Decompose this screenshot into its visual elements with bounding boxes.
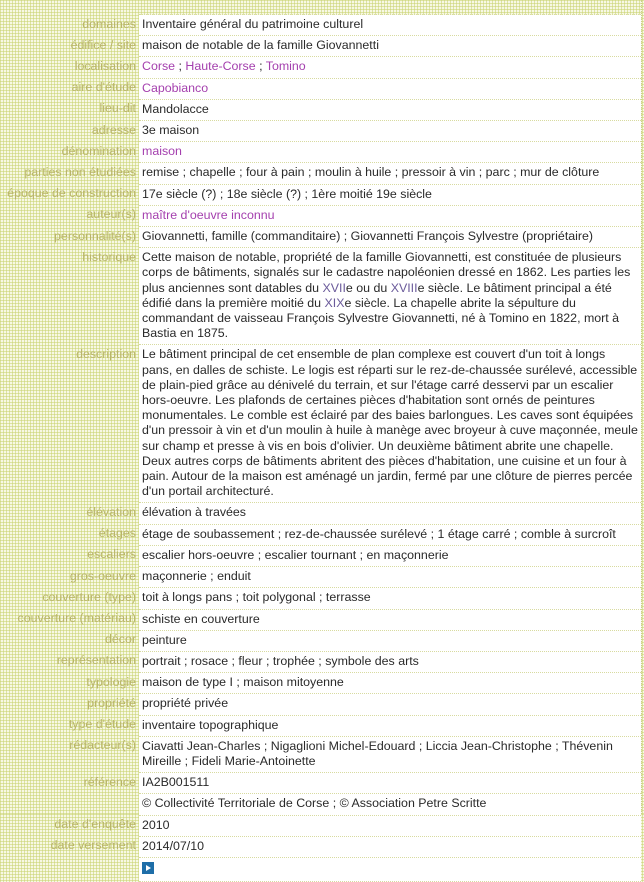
- label-couverture-type: couverture (type): [42, 589, 136, 604]
- label-date-versement: date versement: [50, 838, 136, 853]
- label-gros-oeuvre: gros-oeuvre: [69, 568, 136, 583]
- value-couverture-type: toit à longs pans ; toit polygonal ; terrasse: [139, 588, 641, 609]
- value-personnalites: Giovannetti, famille (commanditaire) ; Giovannetti François Sylvestre (propriétaire): [139, 227, 641, 248]
- label-decor: décor: [105, 632, 136, 647]
- historique-text: e siècle. Le bâtiment principal a été édifié dans la première moitié du: [142, 280, 612, 310]
- label-redacteurs: rédacteur(s): [69, 738, 136, 753]
- row-couverture-materiau: [0, 609, 641, 630]
- row-gros-oeuvre: [0, 567, 641, 588]
- row-next: [0, 857, 641, 881]
- row-lieu-dit: [0, 99, 641, 120]
- label-type-etude: type d'étude: [68, 717, 136, 732]
- label-propriete: propriété: [87, 695, 136, 710]
- value-elevation: élévation à travées: [139, 503, 641, 524]
- value-adresse: 3e maison: [139, 121, 641, 142]
- row-escaliers: [0, 545, 641, 566]
- row-reference: [0, 773, 641, 794]
- value-description: Le bâtiment principal de cet ensemble de plan complexe est couvert d'un toit à longs pans, en dalles de schiste. Le logis est réparti sur le rez-de-chaussée surélevé, accessible de plain-pied grâce au dénivelé du terrain, et sur l'étage carré desservi par un escalier hors-oeuvre. Les plafonds de certaines pièces d'habitation sont ornés de peintures monumentales. Le comble est éclairé par des baies barlongues. Les caves sont équipées d'un pressoir à vin et d'un moulin à huile à manège avec broyeur à cuve maçonnée, meule sur champ et presse à vis en bois d'olivier. Un deuxième bâtiment abrite une chapelle. Deux autres corps de bâtiments abritent des pièces d'habitation, une cuisine et un four à pain. Autour de la maison est aménagé un jardin, fermé par une clôture de pierres percée d'un portail architecturé.: [139, 345, 641, 503]
- value-copyright: © Collectivité Territoriale de Corse ; © Association Petre Scritte: [139, 794, 641, 815]
- row-couverture-type: [0, 588, 641, 609]
- century-abbr: XVIII: [390, 280, 418, 295]
- link-capobianco[interactable]: Capobianco: [142, 80, 209, 95]
- label-aire-etude: aire d'étude: [71, 80, 136, 95]
- value-date-enquete: 2010: [139, 815, 641, 836]
- record-table: [0, 14, 641, 882]
- label-denomination: dénomination: [61, 143, 136, 158]
- row-propriete: [0, 694, 641, 715]
- value-typologie: maison de type I ; maison mitoyenne: [139, 673, 641, 694]
- label-lieu-dit: lieu-dit: [99, 101, 136, 116]
- label-date-enquete: date d'enquête: [54, 817, 136, 832]
- link-auteur[interactable]: maître d'oeuvre inconnu: [142, 207, 275, 222]
- value-decor: peinture: [139, 630, 641, 651]
- value-edifice: maison de notable de la famille Giovannetti: [139, 36, 641, 57]
- row-localisation: [0, 57, 641, 78]
- label-reference: référence: [83, 774, 136, 789]
- row-personnalites: [0, 227, 641, 248]
- historique-text: e siècle. La chapelle abrite la sépulture du commandant de vaisseau François Sylvestre Giovannetti, né à Tomino en 1822, mort à Bastia en 1875.: [142, 295, 620, 341]
- link-tomino[interactable]: Tomino: [265, 59, 306, 74]
- value-historique: [139, 248, 641, 345]
- value-date-versement: 2014/07/10: [139, 836, 641, 857]
- row-adresse: [0, 121, 641, 142]
- row-redacteurs: [0, 736, 641, 772]
- label-epoque: époque de construction: [7, 186, 136, 201]
- historique-text: e ou du: [345, 280, 391, 295]
- row-typologie: [0, 673, 641, 694]
- row-type-etude: [0, 715, 641, 736]
- row-edifice: [0, 36, 641, 57]
- century-abbr: XVII: [322, 280, 346, 295]
- row-copyright: [0, 794, 641, 815]
- value-epoque: 17e siècle (?) ; 18e siècle (?) ; 1ère moitié 19e siècle: [139, 184, 641, 205]
- label-empty: [0, 857, 139, 881]
- label-copyright: [0, 794, 139, 815]
- separator: ;: [175, 59, 186, 74]
- link-maison[interactable]: maison: [142, 144, 182, 159]
- value-parties: remise ; chapelle ; four à pain ; moulin à huile ; pressoir à vin ; parc ; mur de clôture: [139, 163, 641, 184]
- row-elevation: [0, 503, 641, 524]
- row-description: [0, 345, 641, 503]
- label-typologie: typologie: [86, 674, 136, 689]
- value-gros-oeuvre: maçonnerie ; enduit: [139, 567, 641, 588]
- historique-text: Cette maison de notable, propriété de la famille Giovannetti, est constituée de plusieurs corps de bâtiments, signalés sur le cadastre napoléonien dressé en 1862. Les parties les plus anciennes sont datables du: [142, 250, 631, 295]
- value-etages: étage de soubassement ; rez-de-chaussée surélevé ; 1 étage carré ; comble à surcroît: [139, 524, 641, 545]
- label-couverture-materiau: couverture (matériau): [17, 611, 136, 625]
- value-redacteurs: Ciavatti Jean-Charles ; Nigaglioni Michel-Edouard ; Liccia Jean-Christophe ; Thévenin Mireille ; Fideli Marie-Antoinette: [139, 736, 641, 772]
- value-escaliers: escalier hors-oeuvre ; escalier tournant ; en maçonnerie: [139, 545, 641, 566]
- label-edifice: édifice / site: [70, 37, 136, 52]
- row-domaines: [0, 15, 641, 36]
- label-description: description: [76, 346, 136, 361]
- value-domaines: Inventaire général du patrimoine culturel: [139, 15, 641, 36]
- row-historique: [0, 248, 641, 345]
- row-etages: [0, 524, 641, 545]
- link-haute-corse[interactable]: Haute-Corse: [185, 59, 256, 74]
- value-aire-etude: [139, 78, 641, 99]
- row-denomination: [0, 142, 641, 163]
- label-adresse: adresse: [91, 122, 136, 137]
- row-decor: [0, 630, 641, 651]
- row-auteurs: [0, 205, 641, 226]
- value-propriete: propriété privée: [139, 694, 641, 715]
- value-denomination: [139, 142, 641, 163]
- separator: ;: [255, 59, 266, 74]
- label-escaliers: escaliers: [87, 547, 136, 562]
- value-couverture-materiau: schiste en couverture: [139, 609, 641, 630]
- row-representation: [0, 651, 641, 672]
- value-localisation: [139, 57, 641, 78]
- label-elevation: élévation: [86, 504, 136, 519]
- link-corse[interactable]: Corse: [142, 59, 176, 74]
- play-arrow-icon[interactable]: [142, 862, 154, 874]
- label-auteurs: auteur(s): [86, 207, 136, 222]
- value-reference: IA2B001511: [139, 773, 641, 794]
- label-parties: parties non étudiées: [24, 164, 136, 179]
- value-auteurs: [139, 205, 641, 226]
- value-next: [139, 857, 641, 881]
- value-type-etude: inventaire topographique: [139, 715, 641, 736]
- value-lieu-dit: Mandolacce: [139, 99, 641, 120]
- row-epoque: [0, 184, 641, 205]
- label-personnalites: personnalité(s): [54, 228, 136, 243]
- row-parties: [0, 163, 641, 184]
- label-domaines: domaines: [82, 16, 136, 31]
- label-historique: historique: [82, 249, 136, 264]
- row-date-versement: [0, 836, 641, 857]
- row-aire-etude: [0, 78, 641, 99]
- label-representation: représentation: [56, 653, 136, 668]
- value-representation: portrait ; rosace ; fleur ; trophée ; symbole des arts: [139, 651, 641, 672]
- century-abbr: XIX: [324, 295, 345, 310]
- label-localisation: localisation: [74, 58, 136, 73]
- row-date-enquete: [0, 815, 641, 836]
- record-sheet: [0, 14, 641, 882]
- label-etages: étages: [98, 526, 136, 541]
